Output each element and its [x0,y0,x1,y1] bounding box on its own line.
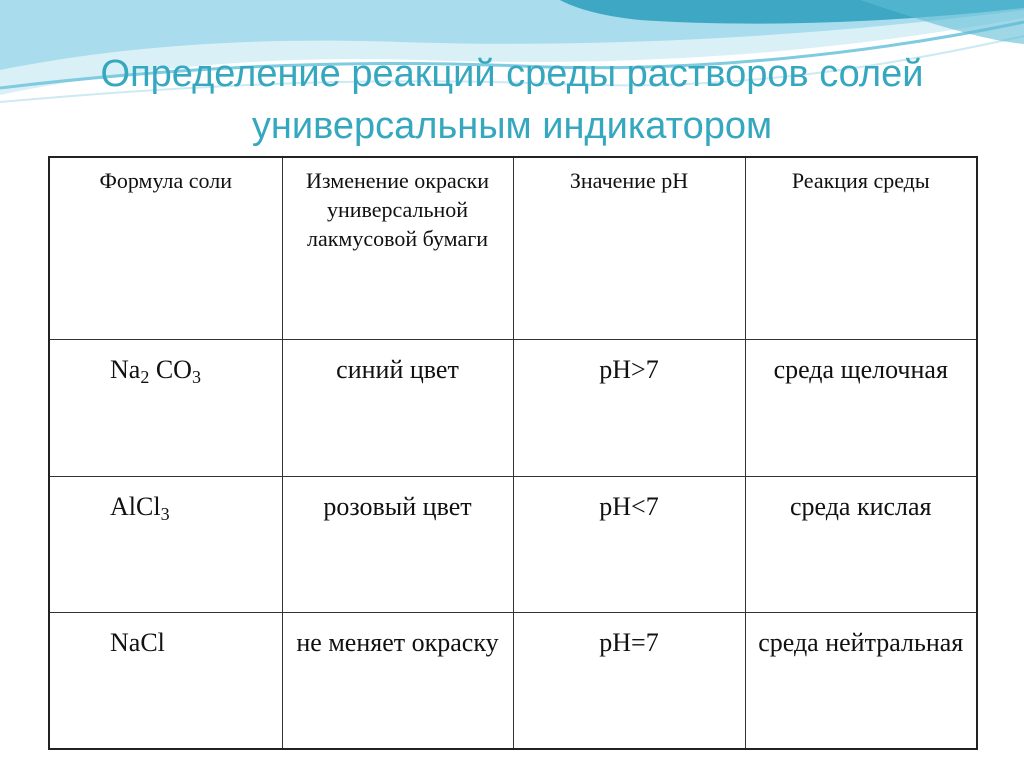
header-salt-formula: Формула соли [49,157,282,339]
medium-reaction-cell: среда кислая [745,476,977,612]
ph-value-cell: pH<7 [513,476,745,612]
table-row [49,612,977,749]
color-change-cell: синий цвет [282,339,513,476]
color-change-cell: розовый цвет [282,476,513,612]
medium-reaction-cell: среда нейтральная [745,612,977,749]
header-color-change: Изменение окраски универсальной лакмусовой бумаги [282,157,513,339]
header-medium-reaction: Реакция среды [745,157,977,339]
ph-value-cell: pH>7 [513,339,745,476]
header-ph-value: Значение pH [513,157,745,339]
slide-title [20,48,1004,152]
salt-formula-cell [49,476,282,612]
formula-subscript: 3 [191,366,201,387]
formula-part: CO [149,354,192,384]
salt-indicator-table [48,156,978,750]
title-line-2: универсальным индикатором [251,105,773,147]
salt-formula-cell [49,612,282,749]
medium-reaction-cell: среда щелочная [745,339,977,476]
formula-subscript: 3 [160,503,170,524]
table-header-row [49,157,977,339]
table-row [49,476,977,612]
ph-value-cell: pH=7 [513,612,745,749]
formula-subscript: 2 [140,366,150,387]
salt-formula-cell [49,339,282,476]
formula-part: Na [110,354,141,384]
table-row [49,339,977,476]
color-change-cell: не меняет окраску [282,612,513,749]
title-line-1: Определение реакций среды растворов солей [100,53,924,95]
formula-part: AlCl [110,491,161,521]
formula-part: NaCl [110,627,165,657]
